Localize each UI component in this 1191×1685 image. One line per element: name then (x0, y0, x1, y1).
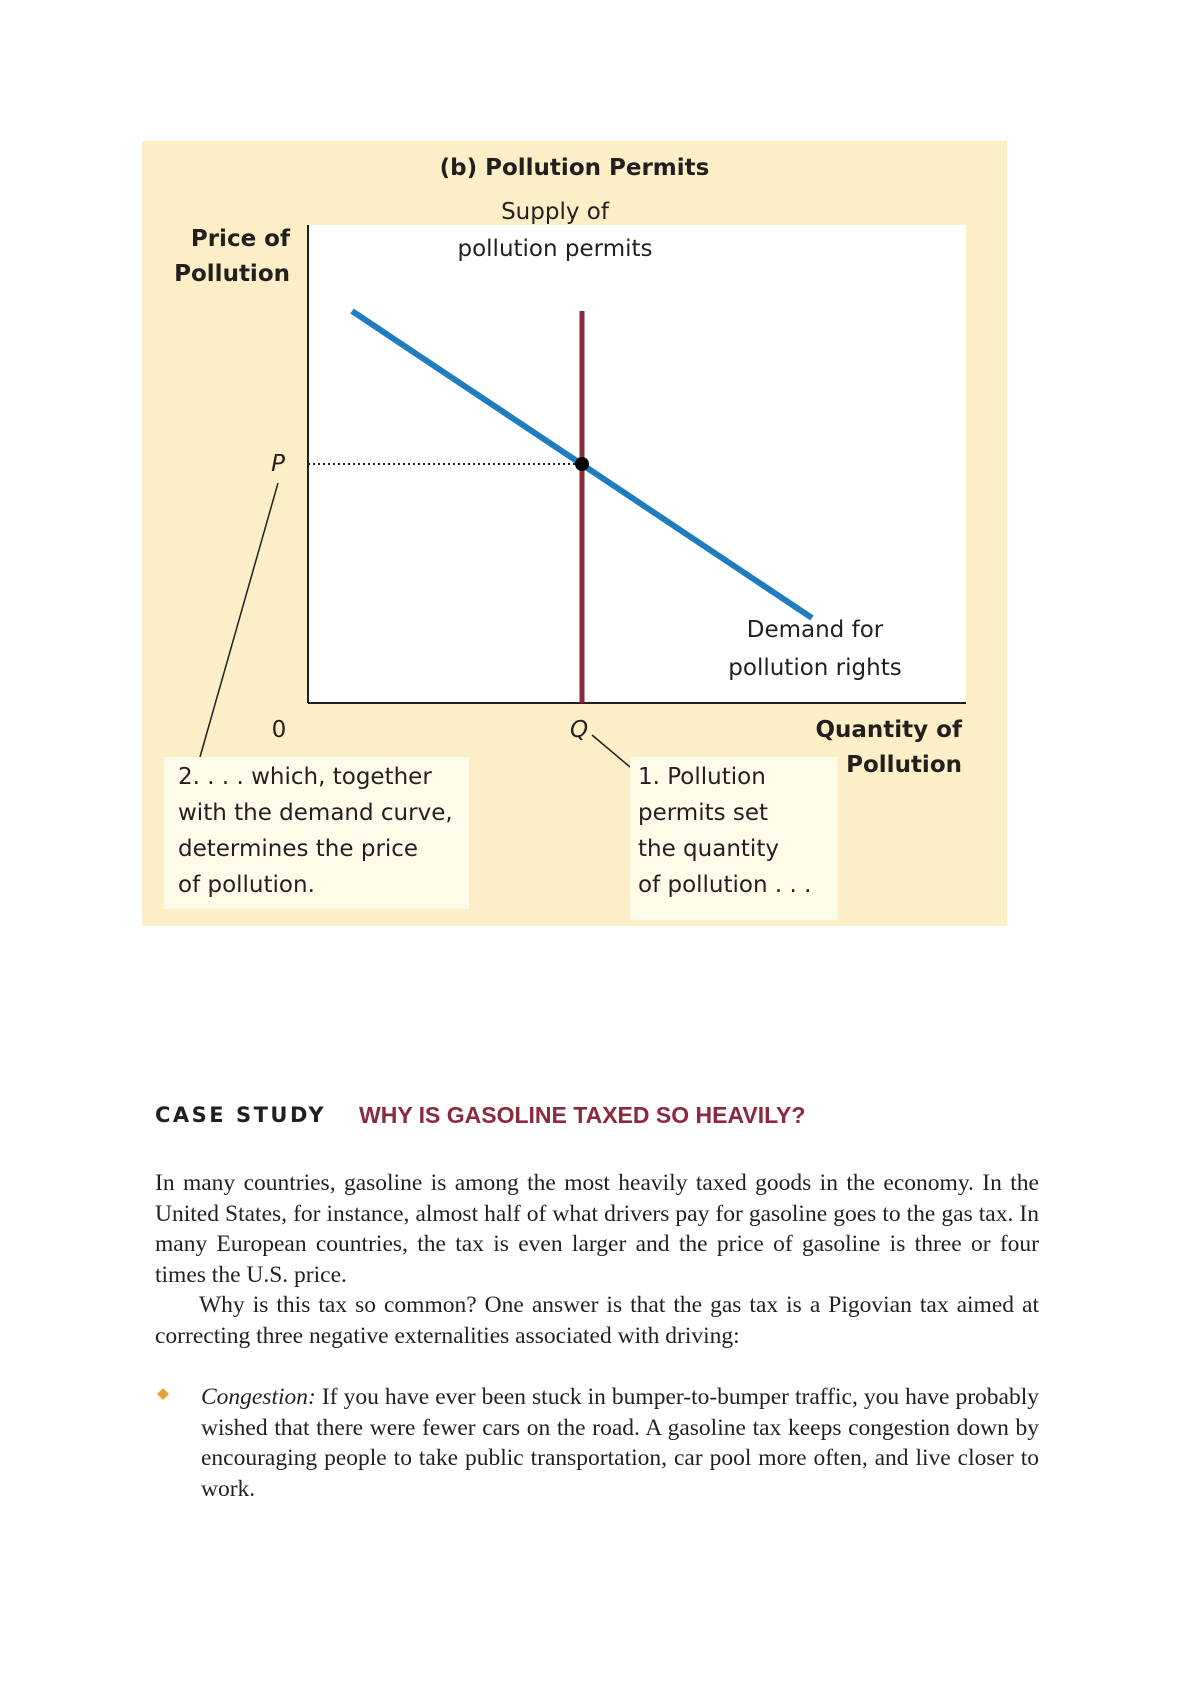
equilibrium-point (575, 457, 589, 471)
figure-title: (b) Pollution Permits (439, 155, 710, 181)
body-paragraph-1: In many countries, gasoline is among the most heavily taxed goods in the economy. In the United States, for instance, almost half of what drivers pay for gasoline goes to the gas tax. In many European countries, the tax is even larger and the price of gasoline is three or four times the U.S. price. (155, 1170, 1039, 1288)
bullet-body: If you have ever been stuck in bumper-to-bumper traffic, you have probably wished that there were fewer cars on the road. A gasoline tax keeps congestion down by encouraging people to take public transportation, car pool more often, and live closer to work. (201, 1384, 1039, 1502)
supply-label-line2: pollution permits (457, 236, 653, 262)
quantity-label: Q (569, 717, 589, 743)
case-study-label: CASE STUDY (155, 1103, 327, 1127)
quantity-annotation: 1. Pollution permits set the quantity of pollution . . . (630, 757, 838, 920)
pollution-permits-figure (142, 141, 1007, 926)
price-label: P (271, 451, 285, 477)
demand-label-line1: Demand for (746, 617, 884, 643)
demand-label-line2: pollution rights (728, 655, 902, 681)
y-axis-label (150, 222, 290, 292)
price-annotation: 2. . . . which, together with the demand curve, determines the price of pollution. (164, 757, 469, 909)
y-axis-label-line1: Price of (190, 226, 290, 252)
x-axis-label-line1: Quantity of (815, 717, 962, 743)
case-study-title: WHY IS GASOLINE TAXED SO HEAVILY? (359, 1102, 806, 1128)
bullet-term: Congestion: (201, 1384, 316, 1410)
x-axis-label-line2: Pollution (846, 752, 962, 778)
quantity-callout-line (592, 735, 630, 767)
price-callout-line (200, 483, 278, 757)
bullet-text (201, 1382, 1039, 1504)
origin-label: 0 (271, 717, 287, 743)
diamond-bullet-icon (157, 1388, 169, 1400)
y-axis-label-line2: Pollution (174, 261, 290, 287)
body-paragraph-2: Why is this tax so common? One answer is that the gas tax is a Pigovian tax aimed at correcting three negative externalities associated with driving: (155, 1292, 1039, 1349)
supply-label-line1: Supply of (501, 199, 609, 225)
